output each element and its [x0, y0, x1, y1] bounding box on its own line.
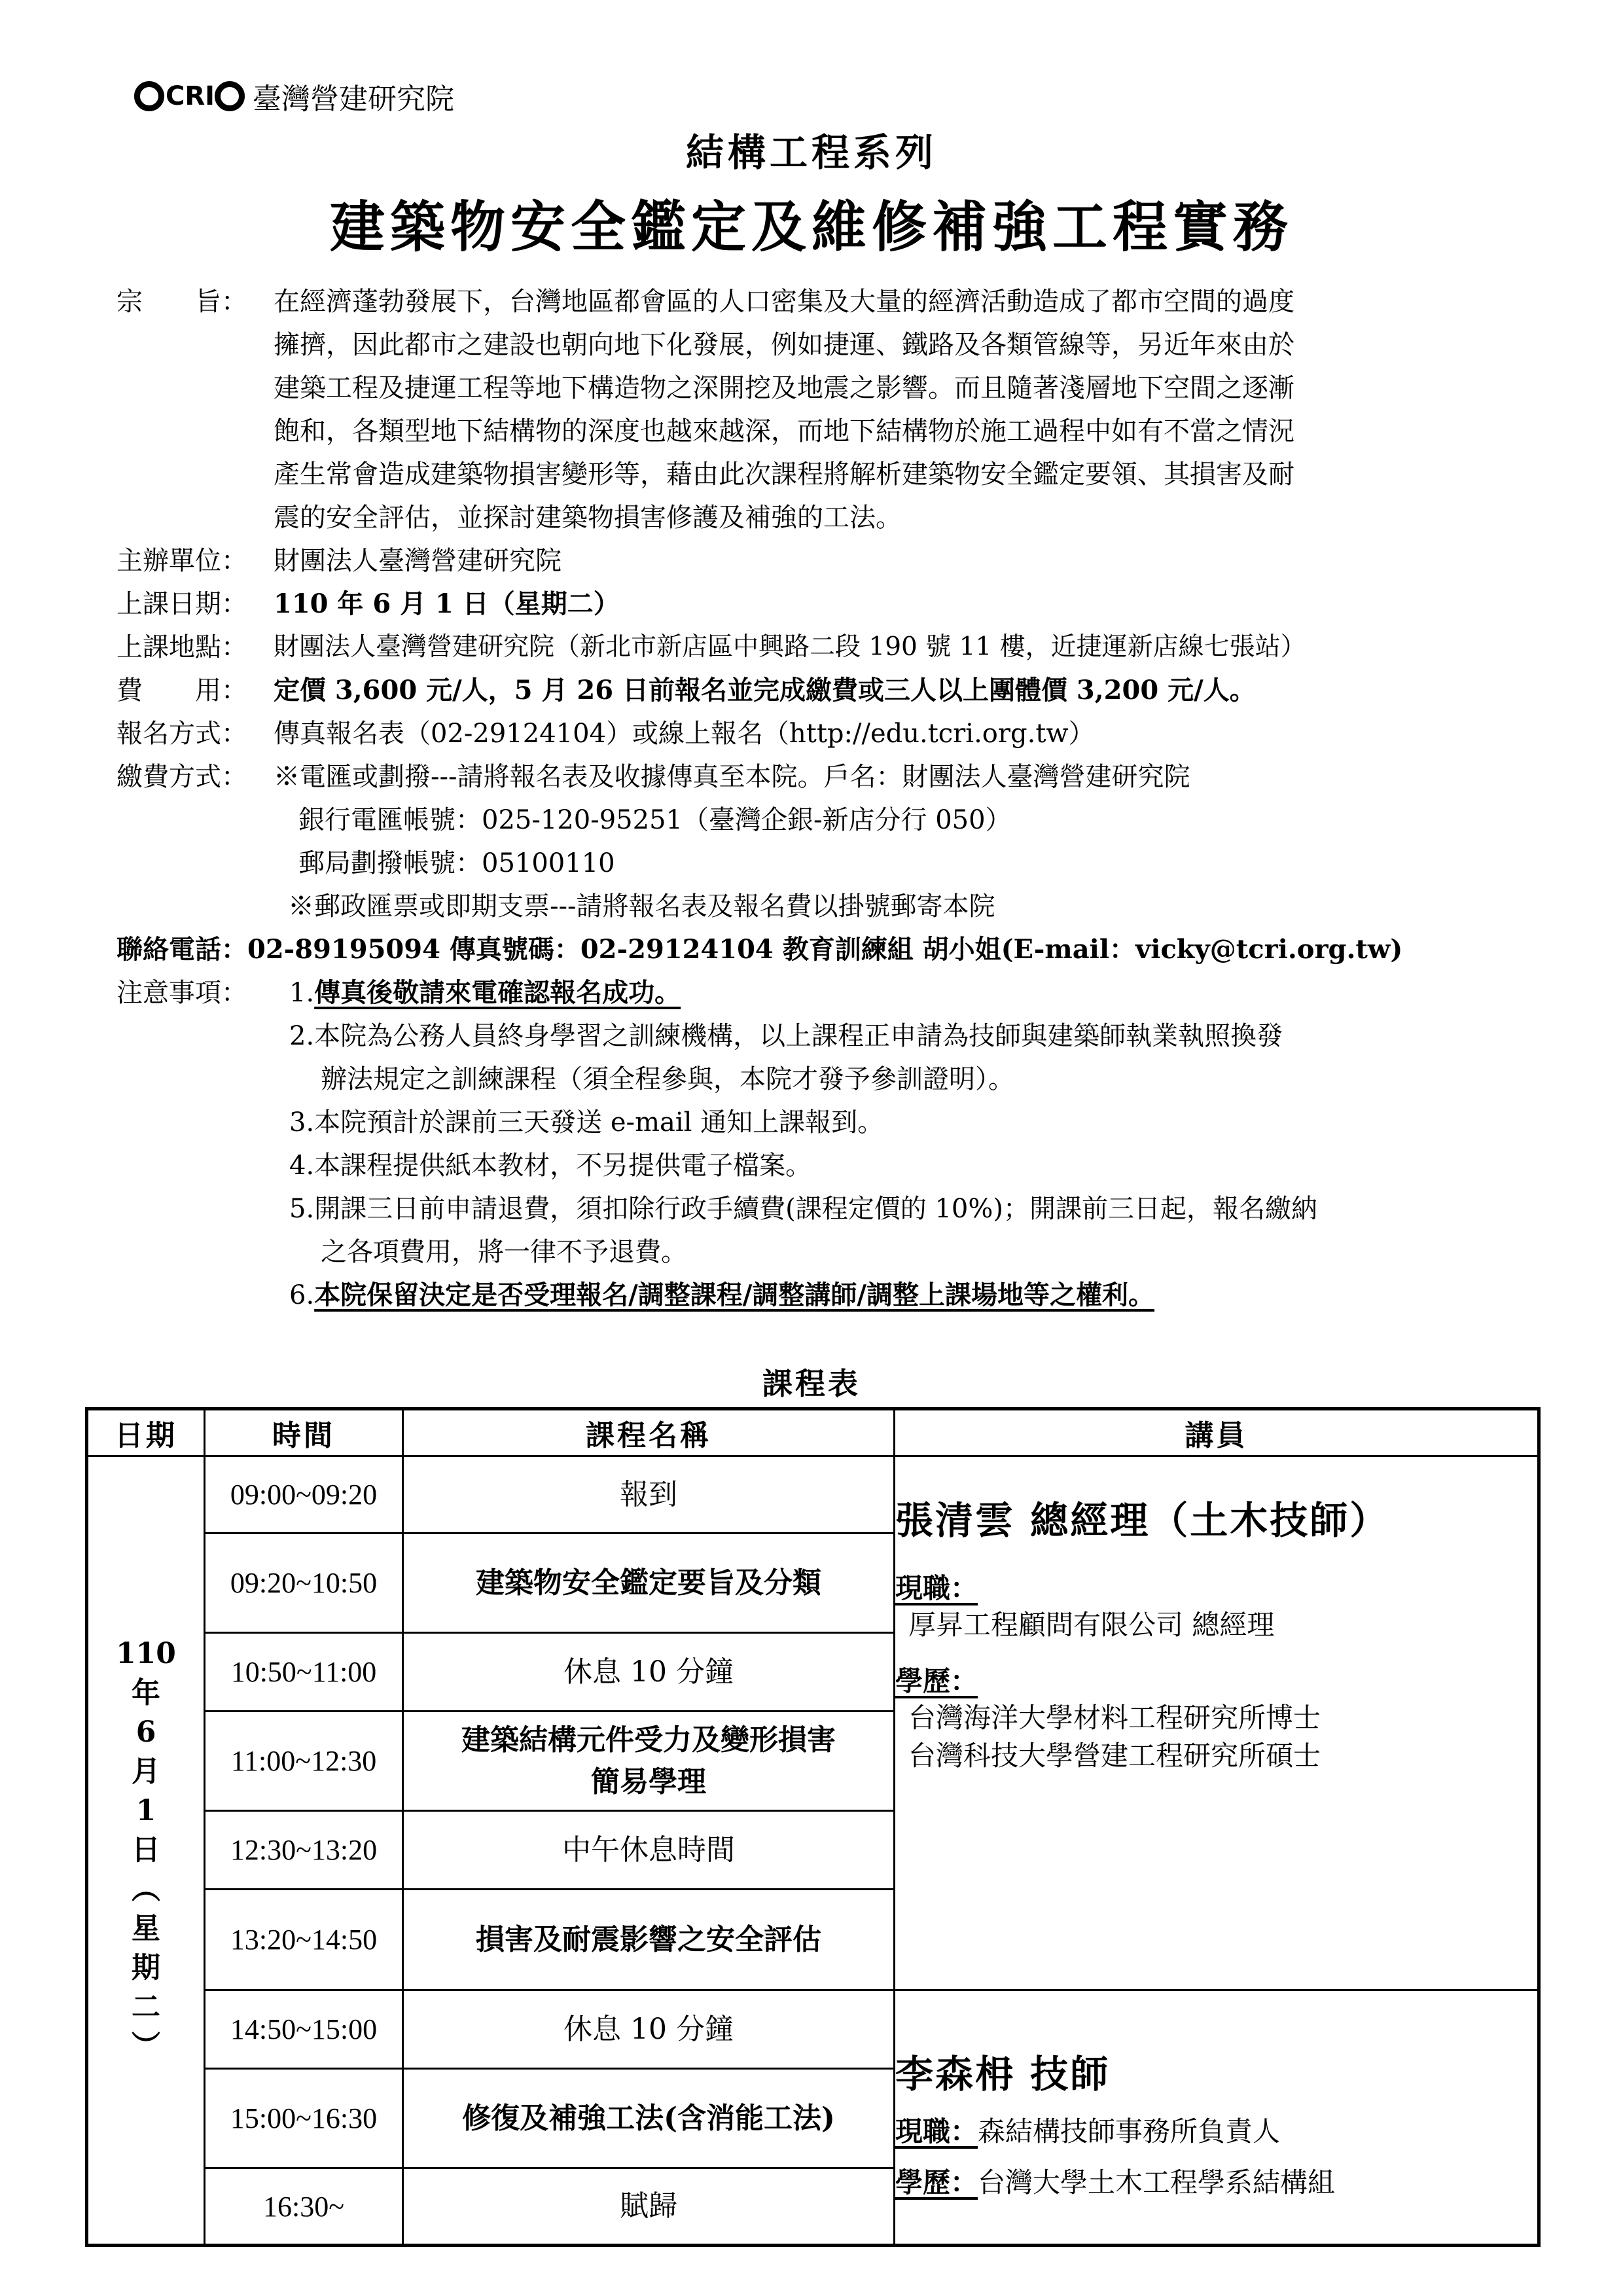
- series-title: 結構工程系列: [685, 130, 937, 175]
- payment-method-2: ※郵政匯票或即期支票---請將報名表及報名費以掛號郵寄本院: [288, 891, 995, 922]
- date-label: 上課日期：: [116, 589, 247, 619]
- note-item: [289, 1274, 1556, 1317]
- date-char: ︵: [132, 1873, 160, 1906]
- cri-logo-icon: [134, 81, 246, 111]
- header-date: 日期: [87, 1409, 205, 1456]
- time-cell: 13:20~14:50: [205, 1890, 403, 1990]
- note-item: 4.本課程提供紙本教材，不另提供電子檔案。: [289, 1151, 812, 1181]
- bank-account: 銀行電匯帳號：025-120-95251（臺灣企銀-新店分行 050）: [298, 805, 1012, 835]
- note-item: 辦法規定之訓練課程（須全程參與，本院才發予參訓證明）。: [321, 1064, 1014, 1094]
- date-char: ︶: [132, 2030, 160, 2063]
- date-char: 月: [132, 1755, 160, 1788]
- page-title: 建築物安全鑑定及維修補強工程實務: [329, 194, 1293, 259]
- time-cell: 10:50~11:00: [205, 1633, 403, 1712]
- time-cell: 16:30~: [205, 2168, 403, 2246]
- note-number: 1.: [289, 978, 315, 1008]
- date-char: 二: [132, 1990, 160, 2024]
- payment-row: [116, 755, 1556, 798]
- note-text: 本院保留決定是否受理報名/調整課程/調整講師/調整上課場地等之權利。: [314, 1280, 1154, 1310]
- note-item: 2.本院為公務人員終身學習之訓練機構，以上課程正申請為技師與建築師執業執照換發: [289, 1021, 1283, 1051]
- purpose-line: 飽和，各類型地下結構物的深度也越來越深，而地下結構物於施工過程中如有不當之情況: [274, 416, 1294, 446]
- speaker-1-job-label: [895, 1567, 1537, 1606]
- venue-label: 上課地點：: [116, 632, 247, 662]
- venue-row: [116, 626, 1556, 669]
- postal-account: 郵局劃撥帳號：05100110: [298, 848, 615, 878]
- edu-label: 學歷：: [895, 2166, 978, 2198]
- fee-value: 定價 3,600 元/人，5 月 26 日前報名並完成繳費或三人以上團體價 3,200 元/人。: [274, 675, 1256, 706]
- speaker-1-job: 厚昇工程顧問有限公司 總經理: [908, 1609, 1275, 1641]
- speaker-1-edu: 台灣科技大學營建工程研究所碩士: [908, 1740, 1321, 1772]
- purpose-text: [274, 280, 1556, 539]
- speaker-2-job: 森結構技師事務所負責人: [978, 2115, 1281, 2147]
- notes-list: [274, 971, 1556, 1317]
- course-cell: 賦歸: [403, 2168, 895, 2246]
- notes-section: [116, 971, 1556, 1317]
- date-char: 110: [116, 1637, 176, 1670]
- speaker-2-edu-row: [895, 2161, 1537, 2200]
- date-value: 110 年 6 月 1 日（星期二）: [274, 588, 620, 619]
- course-cell: 報到: [403, 1456, 895, 1534]
- time-cell: 15:00~16:30: [205, 2069, 403, 2168]
- organizer-row: [116, 539, 1556, 583]
- course-line: 簡易學理: [591, 1765, 706, 1799]
- header-speaker: 講員: [895, 1409, 1539, 1456]
- logo-circle: [134, 81, 164, 111]
- header-time: 時間: [205, 1409, 403, 1456]
- date-char: 期: [132, 1951, 160, 1984]
- note-text: 傳真後敬請來電確認報名成功。: [314, 977, 681, 1008]
- date-cell: [87, 1456, 205, 2246]
- purpose-line: 建築工程及捷運工程等地下構造物之深開挖及地震之影響。而且隨著淺層地下空間之逐漸: [274, 373, 1294, 403]
- table-header-row: [87, 1409, 1539, 1456]
- time-cell: 14:50~15:00: [205, 1990, 403, 2069]
- register-value: 傳真報名表（02-29124104）或線上報名（http://edu.tcri.org.tw）: [274, 719, 1095, 749]
- venue-value: 財團法人臺灣營建研究院（新北市新店區中興路二段 190 號 11 樓，近捷運新店線七張站）: [274, 632, 1306, 662]
- edu-label: 學歷：: [895, 1665, 978, 1697]
- table-row: [87, 1456, 1539, 1534]
- date-char: 星: [132, 1912, 160, 1945]
- time-cell: 09:00~09:20: [205, 1456, 403, 1534]
- table-row: [87, 1990, 1539, 2069]
- header-course: 課程名稱: [403, 1409, 895, 1456]
- organizer-label: 主辦單位：: [116, 546, 247, 576]
- time-cell: 11:00~12:30: [205, 1712, 403, 1811]
- register-label: 報名方式：: [116, 719, 247, 749]
- speaker-1-name: 張清雲 總經理（土木技師）: [895, 1498, 1390, 1543]
- purpose-line: 震的安全評估，並探討建築物損害修護及補強的工法。: [274, 503, 902, 533]
- register-row: [116, 712, 1556, 755]
- purpose-line: 產生常會造成建築物損害變形等，藉由此次課程將解析建築物安全鑑定要領、其損害及耐: [274, 459, 1294, 490]
- payment-label: 繳費方式：: [116, 762, 247, 792]
- date-char: 1: [135, 1794, 156, 1827]
- purpose-label: 宗 旨：: [116, 287, 247, 317]
- note-item: 3.本院預計於課前三天發送 e-mail 通知上課報到。: [289, 1107, 884, 1138]
- note-item: [289, 971, 1556, 1014]
- org-name: 臺灣營建研究院: [253, 82, 455, 116]
- course-line: 建築結構元件受力及變形損害: [461, 1723, 836, 1757]
- speaker-1-cell: [895, 1456, 1539, 1990]
- course-cell: [403, 1712, 895, 1811]
- course-info: [116, 280, 1556, 1317]
- org-logo: [134, 73, 454, 119]
- date-char: 6: [135, 1715, 156, 1749]
- date-row: [116, 583, 1556, 626]
- payment-method-1: ※電匯或劃撥---請將報名表及收據傳真至本院。戶名：財團法人臺灣營建研究院: [274, 762, 1190, 792]
- note-item: 5.開課三日前申請退費，須扣除行政手續費(課程定價的 10%)；開課前三日起，報名繳納: [289, 1194, 1317, 1224]
- time-cell: 12:30~13:20: [205, 1811, 403, 1890]
- logo-circle: [215, 81, 245, 111]
- date-char: 年: [132, 1676, 160, 1710]
- speaker-1-edu-label: [895, 1660, 1537, 1699]
- fee-label: 費 用：: [116, 675, 247, 706]
- job-label: 現職：: [895, 2115, 978, 2147]
- fee-row: [116, 669, 1556, 712]
- course-cell: 損害及耐震影響之安全評估: [403, 1890, 895, 1990]
- speaker-2-edu: 台灣大學土木工程學系結構組: [978, 2166, 1336, 2198]
- logo-text: CRI: [166, 81, 215, 111]
- purpose-section: [116, 280, 1556, 539]
- notes-label: 注意事項：: [116, 978, 247, 1008]
- note-number: 6.: [289, 1280, 315, 1310]
- time-cell: 09:20~10:50: [205, 1534, 403, 1633]
- schedule-table: [85, 1407, 1541, 2247]
- purpose-line: 擁擠，因此都市之建設也朝向地下化發展，例如捷運、鐵路及各類管線等，另近年來由於: [274, 330, 1294, 360]
- organizer-value: 財團法人臺灣營建研究院: [274, 546, 562, 576]
- speaker-2-name: 李森枏 技師: [895, 2052, 1111, 2096]
- note-item: 之各項費用，將一律不予退費。: [321, 1237, 687, 1267]
- course-cell: 休息 10 分鐘: [403, 1990, 895, 2069]
- contact-row: 聯絡電話：02-89195094 傳真號碼：02-29124104 教育訓練組 胡小姐(E-mail：vicky@tcri.org.tw): [116, 934, 1403, 965]
- speaker-1-edu: 台灣海洋大學材料工程研究所博士: [908, 1702, 1321, 1734]
- date-char: 日: [132, 1833, 160, 1867]
- job-label: 現職：: [895, 1572, 978, 1604]
- speaker-2-job-row: [895, 2110, 1537, 2149]
- course-cell: 建築物安全鑑定要旨及分類: [403, 1534, 895, 1633]
- schedule-title: 課程表: [762, 1366, 861, 1401]
- speaker-2-cell: [895, 1990, 1539, 2246]
- course-cell: 休息 10 分鐘: [403, 1633, 895, 1712]
- course-cell: 中午休息時間: [403, 1811, 895, 1890]
- course-cell: 修復及補強工法(含消能工法): [403, 2069, 895, 2168]
- purpose-line: 在經濟蓬勃發展下，台灣地區都會區的人口密集及大量的經濟活動造成了都市空間的過度: [274, 287, 1294, 317]
